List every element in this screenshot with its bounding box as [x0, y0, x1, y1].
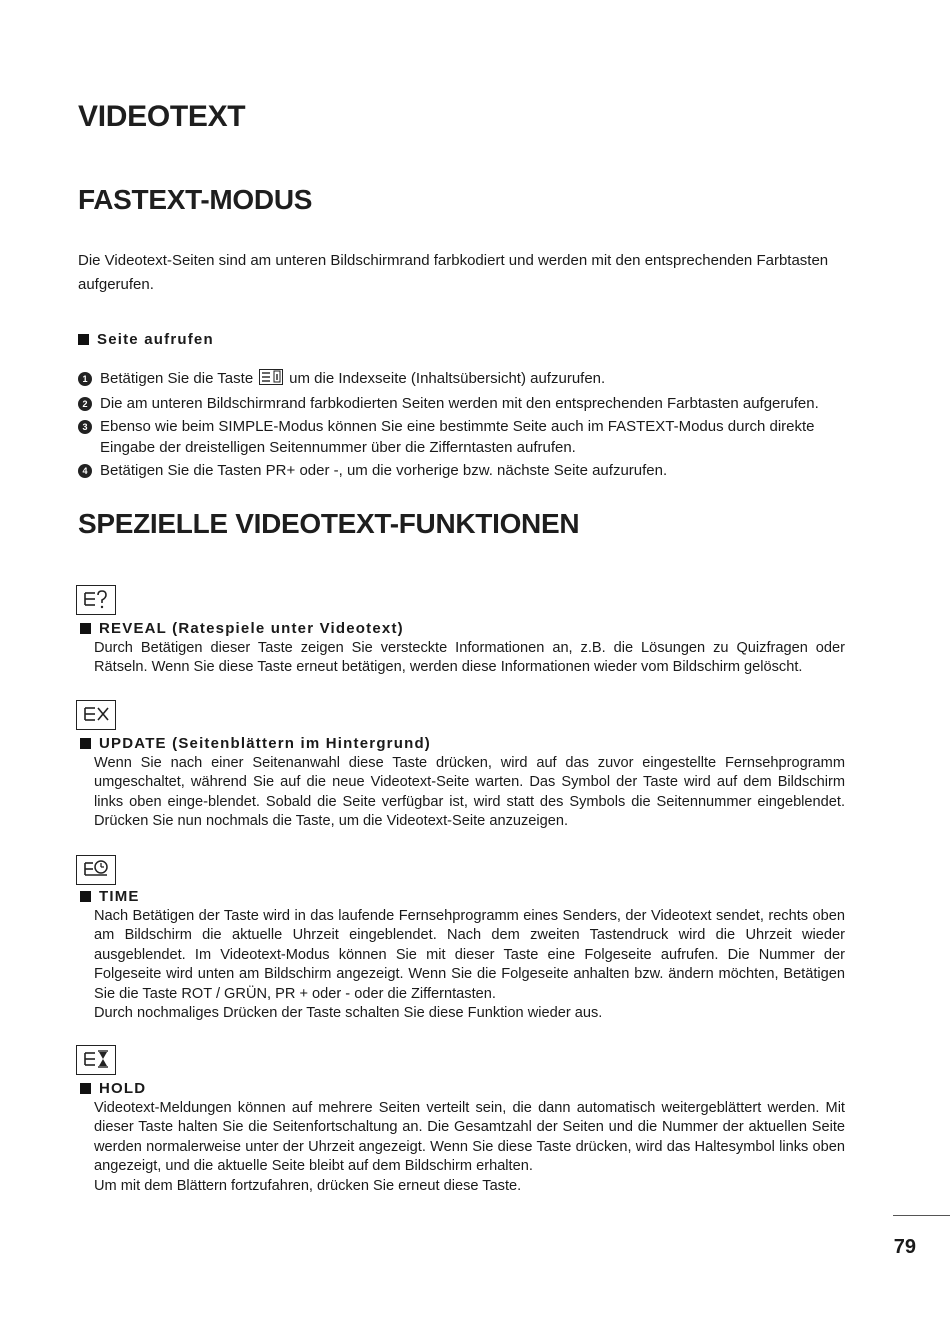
page-title: VIDEOTEXT [78, 100, 246, 133]
function-title-update [80, 735, 431, 752]
list-item [78, 416, 858, 458]
bullet-square-icon [78, 334, 89, 345]
list-item [78, 460, 858, 481]
fastext-heading: FASTEXT-MODUS [78, 184, 313, 215]
update-key-icon [76, 700, 116, 730]
function-title: UPDATE (Seitenblättern im Hintergrund) [99, 735, 431, 752]
function-body-hold [94, 1099, 845, 1196]
step-text-before: Betätigen Sie die Taste [100, 370, 254, 387]
function-title-time [80, 888, 140, 905]
reveal-key-icon [76, 585, 116, 615]
function-title-hold [80, 1080, 146, 1097]
page-number: 79 [893, 1236, 916, 1258]
time-key-icon [76, 855, 116, 885]
subheading-seite-aufrufen [78, 331, 214, 348]
subheading-label: Seite aufrufen [97, 331, 214, 348]
step-number: 3 [78, 420, 92, 434]
step-number: 2 [78, 397, 92, 411]
paragraph: Durch Betätigen dieser Taste zeigen Sie versteckte Informationen an, z.B. die Lösungen zu Quizfragen oder Rätseln. Wenn Sie diese Taste erneut betätigen, werden diese Informationen wieder vom Bildschirm gelöscht. [94, 640, 845, 676]
paragraph: Durch nochmaliges Drücken der Taste schalten Sie diese Funktion wieder aus. [94, 1005, 603, 1022]
bullet-square-icon [80, 738, 91, 749]
function-title: TIME [99, 888, 140, 905]
list-item [78, 393, 858, 414]
function-body-time [94, 907, 845, 1023]
list-item [78, 368, 858, 391]
paragraph: Nach Betätigen der Taste wird in das laufende Fernsehprogramm eines Senders, der Videotext sendet, rechts oben am Bildschirm die aktuelle Uhrzeit eingeblendet. Nach dem zweiten Tastendruck wird die Uhrzeit wieder ausgeblendet. Im Videotext-Modus können Sie mit dieser Taste eine Folgeseite aufrufen. Die Nummer der Folgeseite wird unten am Bildschirm angezeigt. Wenn Sie die Folgeseite anhalten bzw. ändern möchten, Betätigen Sie die Taste ROT / GRÜN, PR + oder - oder die Zifferntasten. [94, 908, 845, 1002]
fastext-steps [78, 368, 858, 483]
step-text: Ebenso wie beim SIMPLE-Modus können Sie eine bestimmte Seite auch im FASTEXT-Modus durch direkte Eingabe der dreistelligen Seitennummer über die Zifferntasten aufrufen. [100, 418, 815, 456]
step-text-after: um die Indexseite (Inhaltsübersicht) aufzurufen. [289, 370, 606, 387]
function-title-reveal [80, 620, 404, 637]
bullet-square-icon [80, 1083, 91, 1094]
index-key-icon [259, 369, 283, 391]
bullet-square-icon [80, 891, 91, 902]
fastext-intro: Die Videotext-Seiten sind am unteren Bildschirmrand farbkodiert und werden mit den entsprechenden Farbtasten aufgerufen. [78, 252, 829, 293]
bullet-square-icon [80, 623, 91, 634]
step-text: Betätigen Sie die Tasten PR+ oder -, um die vorherige bzw. nächste Seite aufzurufen. [100, 462, 668, 479]
footer-rule [893, 1215, 950, 1216]
step-text: Die am unteren Bildschirmrand farbkodierten Seiten werden mit den entsprechenden Farbtasten aufgerufen. [100, 395, 819, 412]
hold-key-icon [76, 1045, 116, 1075]
paragraph: Wenn Sie nach einer Seitenanwahl diese Taste drücken, wird auf das zuvor eingestellte Fernsehprogramm umgeschaltet, während Sie auf die neue Videotext-Seite warten. Das Symbol der Taste wird auf dem Bildschirm links oben einge-blendet. Sobald die Seite verfügbar ist, wird statt des Symbols die Seitennummer eingeblendet. Drücken Sie nun nochmals die Taste, um die Videotext-Seite anzuzeigen. [94, 755, 845, 830]
step-number: 1 [78, 372, 92, 386]
paragraph: Videotext-Meldungen können auf mehrere Seiten verteilt sein, die dann automatisch weitergeblättert werden. Mit dieser Taste halten Sie die Seitenfortschaltung an. Die Gesamtzahl der Seiten und die Nummer der aktuellen Seite werden normalerweise unter der Uhrzeit angezeigt. Wenn Sie diese Taste drücken, wird das Haltesymbol links oben angezeigt, und die aktuelle Seite bleibt auf dem Bildschirm erhalten. [94, 1100, 845, 1175]
function-title: HOLD [99, 1080, 147, 1097]
special-heading: SPEZIELLE VIDEOTEXT-FUNKTIONEN [78, 508, 580, 539]
function-body-reveal [94, 639, 845, 678]
paragraph: Um mit dem Blättern fortzufahren, drücken Sie erneut diese Taste. [94, 1177, 522, 1194]
function-title: REVEAL (Ratespiele unter Videotext) [99, 620, 404, 637]
function-body-update [94, 754, 845, 832]
step-number: 4 [78, 464, 92, 478]
